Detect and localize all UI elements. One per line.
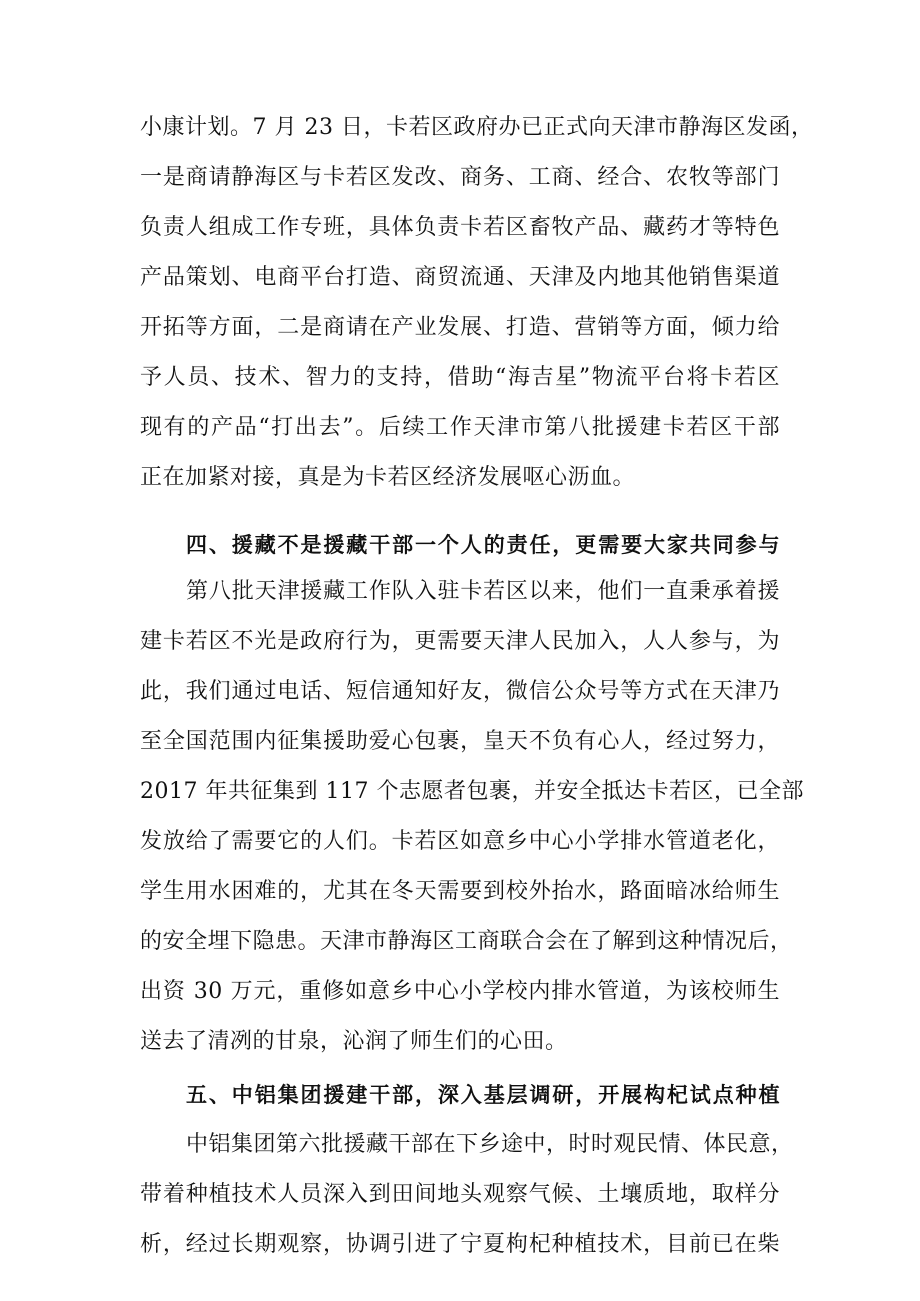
paragraph-2-line-4: 至全国范围内征集援助爱心包裹，皇天不负有心人，经过努力， xyxy=(140,729,780,754)
paragraph-2-line-8: 的安全埋下隐患。天津市静海区工商联合会在了解到这种情况后， xyxy=(140,929,793,954)
paragraph-1-line-3: 负责人组成工作专班，具体负责卡若区畜牧产品、藏药才等特色 xyxy=(140,215,780,240)
paragraph-1-line-5: 开拓等方面，二是商请在产业发展、打造、营销等方面，倾力给 xyxy=(140,315,780,340)
paragraph-1-line-7: 现有的产品“打出去”。后续工作天津市第八批援建卡若区干部 xyxy=(140,415,780,440)
paragraph-1-line-4: 产品策划、电商平台打造、商贸流通、天津及内地其他销售渠道 xyxy=(140,265,780,290)
paragraph-2-line-10: 送去了清冽的甘泉，沁润了师生们的心田。 xyxy=(140,1029,568,1054)
paragraph-2-line-3: 此，我们通过电话、短信通知好友，微信公众号等方式在天津乃 xyxy=(140,679,780,704)
paragraph-2-line-2: 建卡若区不光是政府行为，更需要天津人民加入，人人参与，为 xyxy=(140,629,780,654)
paragraph-2-line-7: 学生用水困难的，尤其在冬天需要到校外抬水，路面暗冰给师生 xyxy=(140,879,780,904)
paragraph-3-line-2: 带着种植技术人员深入到田间地头观察气候、土壤质地，取样分 xyxy=(140,1182,780,1207)
section-heading-4: 四、援藏不是援藏干部一个人的责任，更需要大家共同参与 xyxy=(186,533,780,557)
paragraph-2-line-9: 出资 30 万元，重修如意乡中心小学校内排水管道，为该校师生 xyxy=(140,979,780,1004)
paragraph-3-line-1: 中铝集团第六批援藏干部在下乡途中，时时观民情、体民意， xyxy=(186,1132,794,1157)
paragraph-2-line-5: 2017 年共征集到 117 个志愿者包裹，并安全抵达卡若区，已全部 xyxy=(140,779,804,804)
paragraph-3-line-3: 析，经过长期观察，协调引进了宁夏枸杞种植技术，目前已在柴 xyxy=(140,1232,780,1257)
section-heading-5: 五、中铝集团援建干部，深入基层调研，开展构杞试点种植 xyxy=(186,1083,780,1107)
paragraph-1-line-6: 予人员、技术、智力的支持，借助“海吉星”物流平台将卡若区 xyxy=(140,365,780,390)
paragraph-1-line-1: 小康计划。7 月 23 日，卡若区政府办已正式向天津市静海区发函， xyxy=(140,115,814,140)
paragraph-1-line-8: 正在加紧对接，真是为卡若区经济发展呕心沥血。 xyxy=(140,465,636,490)
paragraph-2-line-6: 发放给了需要它的人们。卡若区如意乡中心小学排水管道老化， xyxy=(140,829,780,854)
paragraph-2-line-1: 第八批天津援藏工作队入驻卡若区以来，他们一直秉承着援 xyxy=(186,579,780,604)
paragraph-1-line-2: 一是商请静海区与卡若区发改、商务、工商、经合、农牧等部门 xyxy=(140,165,780,190)
